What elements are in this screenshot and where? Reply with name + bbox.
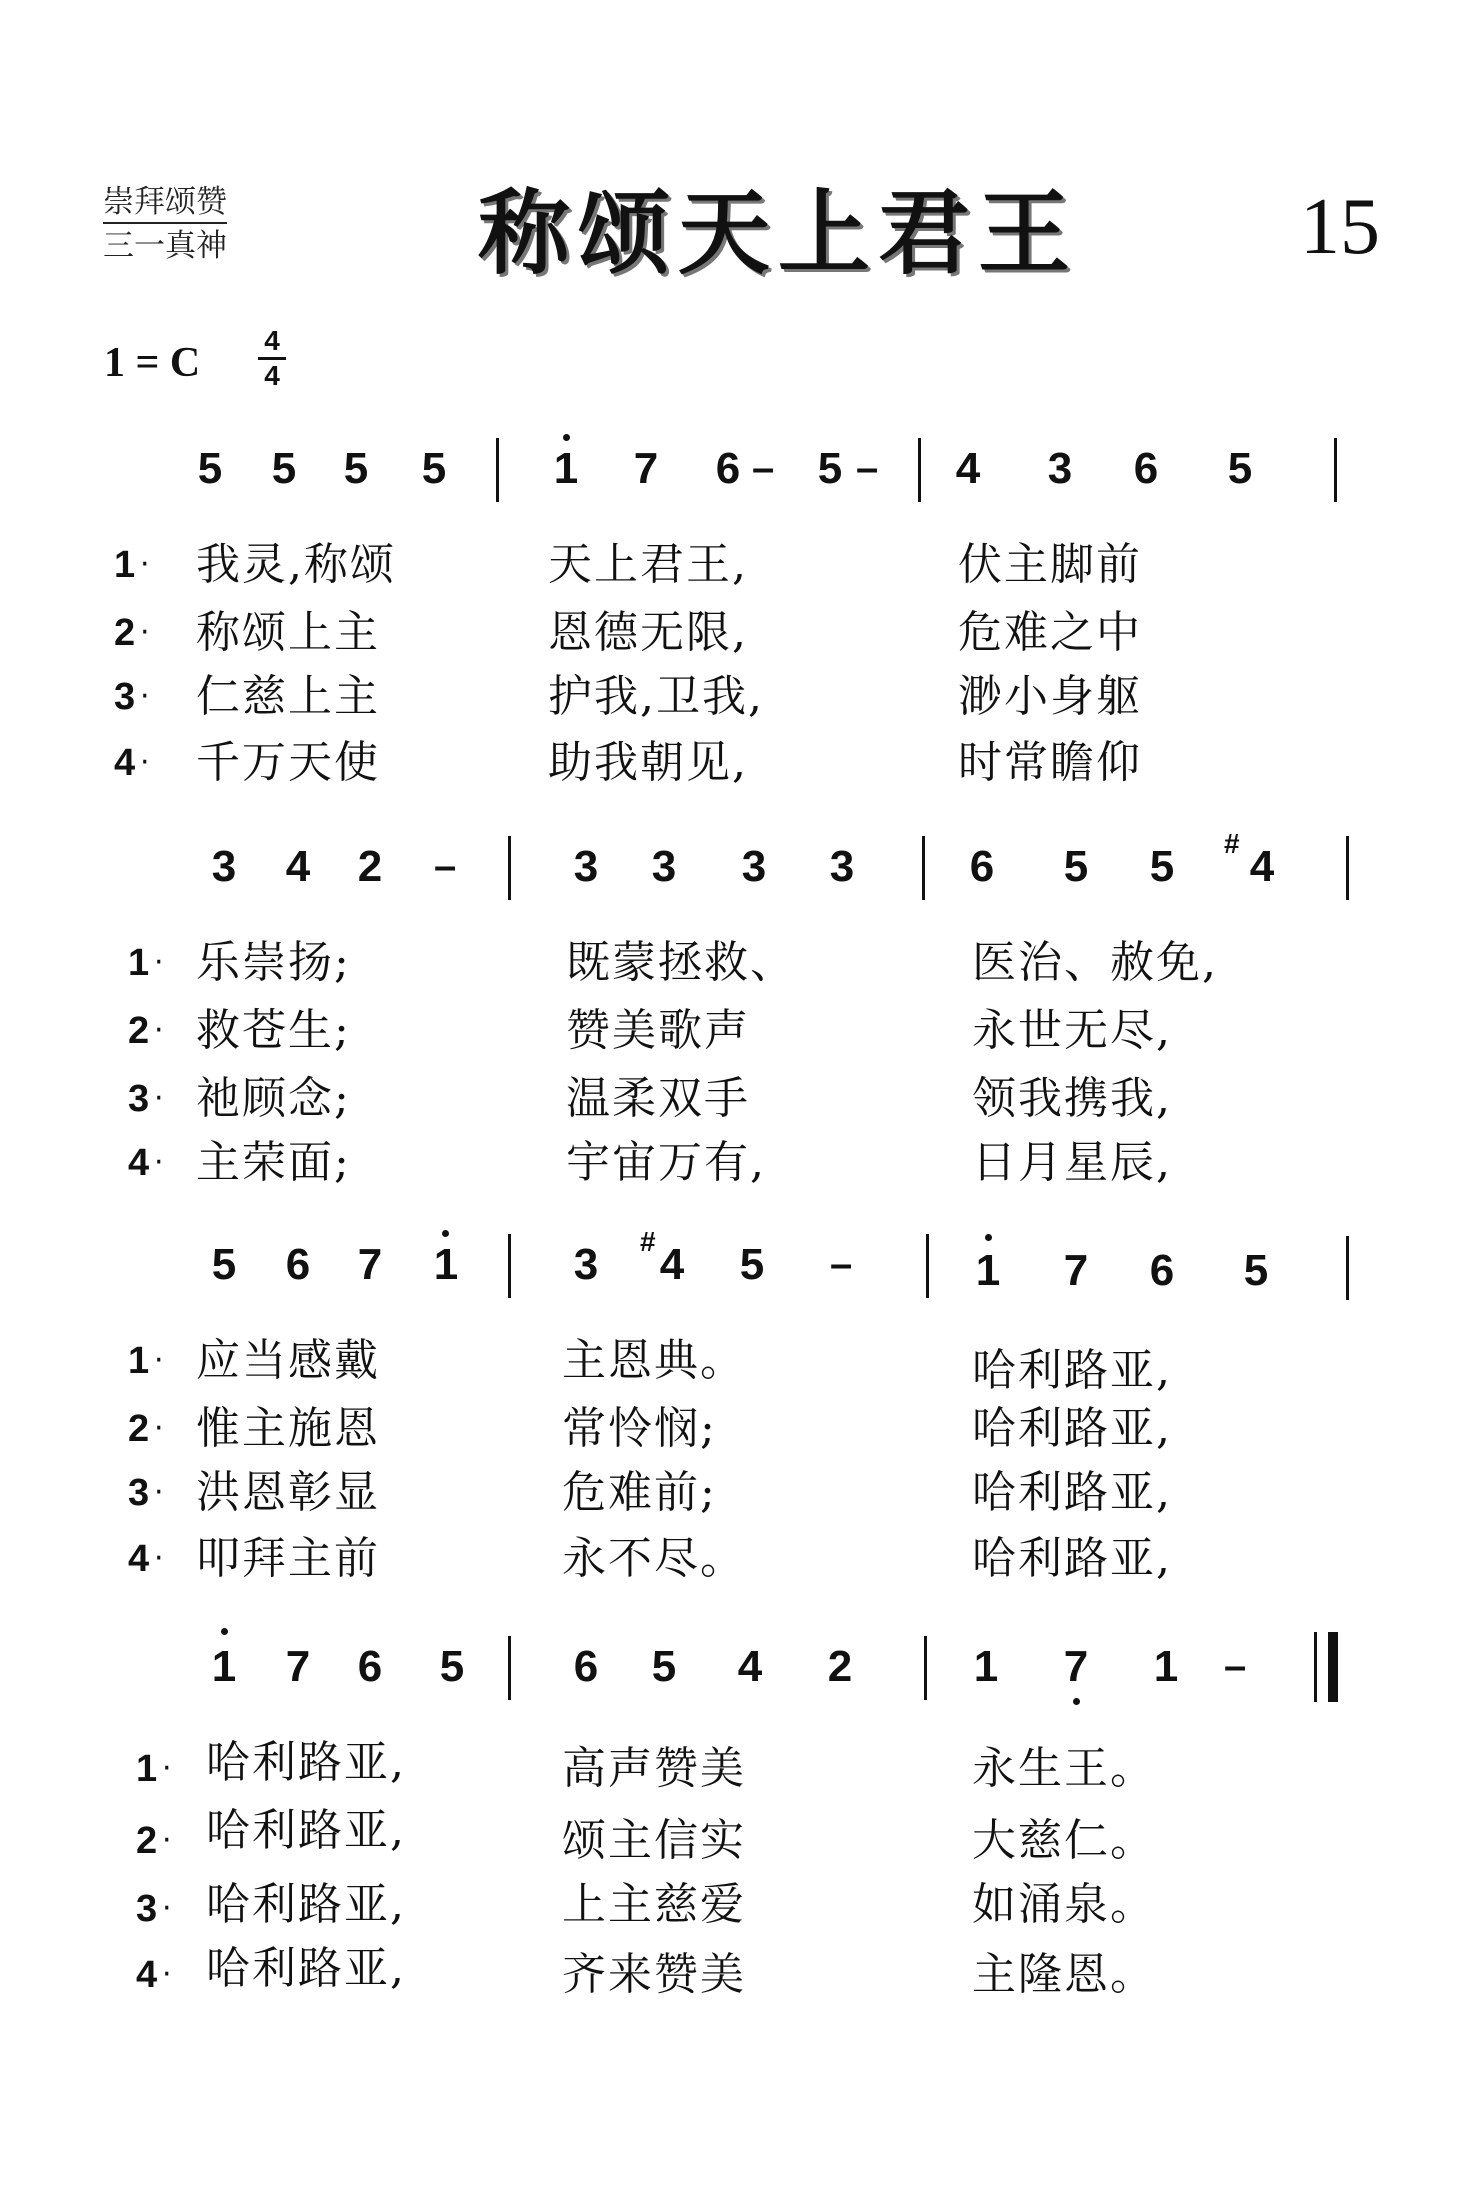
high-octave-dot — [221, 1628, 228, 1635]
note: 6 — [357, 1642, 383, 1691]
verse-dot: · — [154, 1081, 164, 1116]
verse-number: 4 — [128, 1142, 150, 1184]
verse-number: 4 — [136, 1954, 158, 1996]
lyric-phrase: 哈利路亚, — [972, 1533, 1172, 1584]
barline — [508, 836, 511, 900]
note: 3 — [741, 842, 767, 891]
barline — [508, 1636, 511, 1700]
lyric-phrase: 仁慈上主 — [196, 671, 380, 722]
time-signature-bottom: 4 — [264, 360, 280, 391]
lyric-phrase: 时常瞻仰 — [958, 737, 1142, 788]
note: 6 — [285, 1240, 311, 1289]
hold-dash: – — [1224, 1644, 1247, 1688]
note: 7 — [285, 1642, 311, 1691]
lyric-phrase: 叩拜主前 — [196, 1533, 380, 1584]
note: 4 — [737, 1642, 763, 1691]
lyric-phrase: 天上君王, — [548, 539, 748, 590]
verse-number: 3 — [114, 676, 136, 718]
barline — [496, 438, 499, 502]
subcategory-label: 三一真神 — [103, 228, 227, 264]
note: 5 — [421, 444, 447, 493]
time-signature-top: 4 — [264, 325, 280, 356]
lyric-phrase: 主隆恩。 — [972, 1949, 1156, 2000]
note: 6 — [715, 444, 741, 493]
hold-dash: – — [830, 1242, 853, 1286]
barline — [918, 438, 921, 502]
lyric-phrase: 哈利路亚, — [206, 1879, 406, 1930]
note: 5 — [817, 444, 843, 493]
lyric-phrase: 救苍生; — [196, 1005, 351, 1056]
barline — [926, 1234, 929, 1298]
barline — [922, 836, 925, 900]
hymn-title: 称颂天上君王 — [477, 179, 1078, 287]
lyric-phrase: 渺小身躯 — [958, 671, 1142, 722]
note: 5 — [1063, 842, 1089, 891]
lyric-phrase: 领我携我, — [972, 1073, 1172, 1124]
lyric-phrase: 千万天使 — [196, 737, 380, 788]
lyric-phrase: 伏主脚前 — [958, 539, 1142, 590]
verse-dot: · — [140, 615, 150, 650]
lyric-phrase: 危难前; — [562, 1467, 717, 1518]
lyric-phrase: 应当感戴 — [196, 1335, 380, 1386]
note: 4 — [955, 444, 981, 493]
note: 5 — [197, 444, 223, 493]
lyric-phrase: 永世无尽, — [972, 1005, 1172, 1056]
note: 4 — [659, 1240, 685, 1289]
verse-dot: · — [154, 1013, 164, 1048]
barline — [508, 1234, 511, 1298]
final-barline-thick — [1328, 1632, 1338, 1702]
lyric-phrase: 永不尽。 — [562, 1533, 746, 1584]
lyric-phrase: 哈利路亚, — [972, 1403, 1172, 1454]
verse-dot: · — [162, 1891, 172, 1926]
note: 3 — [573, 1240, 599, 1289]
note: 5 — [1149, 842, 1175, 891]
note: 6 — [1133, 444, 1159, 493]
note: 3 — [211, 842, 237, 891]
category-label: 崇拜颂赞 — [103, 182, 227, 224]
lyric-phrase: 护我,卫我, — [548, 671, 764, 722]
verse-number: 3 — [128, 1472, 150, 1514]
key-signature: 1 = C — [104, 340, 201, 386]
hold-dash: – — [752, 446, 775, 490]
high-octave-dot — [442, 1230, 449, 1237]
verse-number: 1 — [128, 1340, 150, 1382]
note: 3 — [1047, 444, 1073, 493]
note: 1 — [975, 1246, 1001, 1295]
verse-number: 2 — [114, 612, 136, 654]
lyric-phrase: 颂主信实 — [562, 1815, 746, 1866]
note: 4 — [1249, 842, 1275, 891]
note: 2 — [357, 842, 383, 891]
lyric-phrase: 如涌泉。 — [972, 1879, 1156, 1930]
note: 6 — [969, 842, 995, 891]
lyric-phrase: 大慈仁。 — [972, 1815, 1156, 1866]
note: 7 — [1063, 1246, 1089, 1295]
note: 5 — [271, 444, 297, 493]
lyric-phrase: 乐崇扬; — [196, 937, 351, 988]
hold-dash: – — [434, 844, 457, 888]
verse-number: 4 — [128, 1538, 150, 1580]
note: 5 — [439, 1642, 465, 1691]
note: 1 — [1153, 1642, 1179, 1691]
lyric-phrase: 我灵,称颂 — [196, 539, 396, 590]
note: 5 — [1243, 1246, 1269, 1295]
verse-dot: · — [162, 1751, 172, 1786]
note: 7 — [1063, 1642, 1089, 1691]
lyric-phrase: 宇宙万有, — [566, 1137, 766, 1188]
verse-dot: · — [140, 679, 150, 714]
verse-number: 2 — [136, 1820, 158, 1862]
barline — [1334, 438, 1337, 502]
lyric-phrase: 高声赞美 — [562, 1743, 746, 1794]
note: 1 — [973, 1642, 999, 1691]
lyric-phrase: 哈利路亚, — [206, 1805, 406, 1856]
lyric-phrase: 齐来赞美 — [562, 1949, 746, 2000]
verse-dot: · — [154, 1541, 164, 1576]
note: 2 — [827, 1642, 853, 1691]
verse-dot: · — [154, 1343, 164, 1378]
verse-dot: · — [162, 1823, 172, 1858]
note: 5 — [343, 444, 369, 493]
verse-dot: · — [140, 547, 150, 582]
verse-number: 1 — [136, 1748, 158, 1790]
verse-number: 1 — [114, 544, 136, 586]
low-octave-dot — [1073, 1698, 1080, 1705]
verse-number: 2 — [128, 1010, 150, 1052]
lyric-phrase: 主荣面; — [196, 1137, 351, 1188]
barline — [1346, 1236, 1349, 1300]
lyric-phrase: 称颂上主 — [196, 607, 380, 658]
verse-number: 3 — [128, 1078, 150, 1120]
lyric-phrase: 哈利路亚, — [206, 1943, 406, 1994]
verse-dot: · — [162, 1957, 172, 1992]
note: 1 — [433, 1240, 459, 1289]
verse-number: 3 — [136, 1888, 158, 1930]
lyric-phrase: 祂顾念; — [196, 1073, 351, 1124]
verse-dot: · — [140, 745, 150, 780]
lyric-phrase: 温柔双手 — [566, 1073, 750, 1124]
note: 3 — [651, 842, 677, 891]
note: 7 — [633, 444, 659, 493]
lyric-phrase: 赞美歌声 — [566, 1005, 750, 1056]
note: 6 — [573, 1642, 599, 1691]
note: 4 — [285, 842, 311, 891]
note: 5 — [1227, 444, 1253, 493]
lyric-phrase: 哈利路亚, — [972, 1345, 1172, 1396]
verse-dot: · — [154, 1145, 164, 1180]
lyric-phrase: 危难之中 — [958, 607, 1142, 658]
lyric-phrase: 日月星辰, — [972, 1137, 1172, 1188]
lyric-phrase: 主恩典。 — [562, 1335, 746, 1386]
lyric-phrase: 哈利路亚, — [206, 1737, 406, 1788]
lyric-phrase: 助我朝见, — [548, 737, 748, 788]
note: 3 — [829, 842, 855, 891]
lyric-phrase: 洪恩彰显 — [196, 1467, 380, 1518]
note: 5 — [211, 1240, 237, 1289]
lyric-phrase: 常怜悯; — [562, 1403, 717, 1454]
high-octave-dot — [563, 434, 570, 441]
lyric-phrase: 惟主施恩 — [196, 1403, 380, 1454]
lyric-phrase: 恩德无限, — [548, 607, 748, 658]
verse-dot: · — [154, 945, 164, 980]
lyric-phrase: 医治、赦免, — [972, 937, 1218, 988]
high-octave-dot — [985, 1234, 992, 1241]
barline — [1346, 836, 1349, 900]
lyric-phrase: 哈利路亚, — [972, 1467, 1172, 1518]
sharp-sign: # — [1224, 828, 1240, 859]
verse-number: 4 — [114, 742, 136, 784]
time-signature — [258, 326, 286, 391]
final-barline-thin — [1314, 1632, 1317, 1702]
lyric-phrase: 永生王。 — [972, 1743, 1156, 1794]
hold-dash: – — [856, 446, 879, 490]
lyric-phrase: 上主慈爱 — [562, 1879, 746, 1930]
note: 1 — [553, 444, 579, 493]
note: 3 — [573, 842, 599, 891]
hymn-number: 15 — [1300, 183, 1380, 271]
note: 1 — [211, 1642, 237, 1691]
barline — [924, 1636, 927, 1700]
verse-dot: · — [154, 1411, 164, 1446]
sharp-sign: # — [640, 1226, 656, 1257]
note: 6 — [1149, 1246, 1175, 1295]
note: 5 — [651, 1642, 677, 1691]
verse-number: 1 — [128, 942, 150, 984]
note: 5 — [739, 1240, 765, 1289]
note: 7 — [357, 1240, 383, 1289]
verse-number: 2 — [128, 1408, 150, 1450]
verse-dot: · — [154, 1475, 164, 1510]
lyric-phrase: 既蒙拯救、 — [566, 937, 796, 988]
